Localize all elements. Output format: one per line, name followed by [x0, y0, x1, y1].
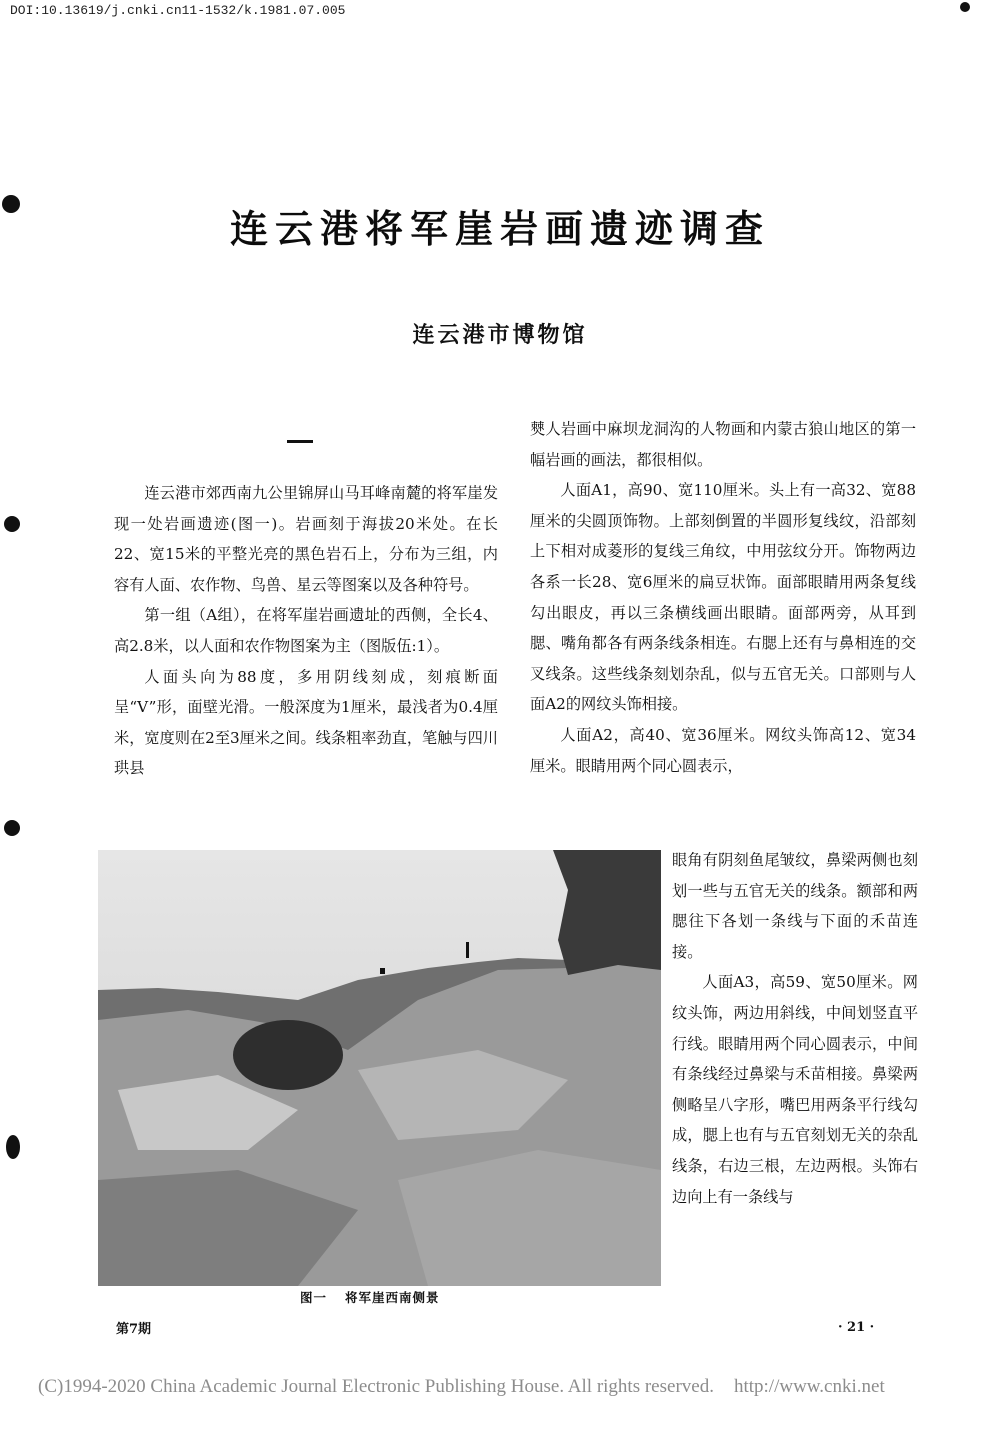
page-number: · 21 · [838, 1320, 875, 1335]
issue-number: 第7期 [116, 1322, 152, 1337]
person [380, 968, 385, 974]
paragraph: 人面A2，高40、宽36厘米。网纹头饰高12、宽34厘米。眼睛用两个同心圆表示， [530, 725, 916, 775]
paragraph: 僰人岩画中麻坝龙洞沟的人物画和内蒙古狼山地区的第一幅岩画的画法，都很相似。 [530, 420, 916, 469]
figure-caption-text: 将军崖西南侧景 [345, 1290, 440, 1305]
figure-label: 图一 [300, 1290, 328, 1305]
copyright-url: http://www.cnki.net [733, 1376, 885, 1397]
paragraph: 人面头向为88度，多用阴线刻成，刻痕断面呈“V”形，面壁光滑。一般深度为1厘米，最浅者为0.4厘米，宽度则在2至3厘米之间。线条粗率劲直，笔触与四川珙县 [114, 667, 498, 778]
figure-photo [98, 850, 661, 1286]
scan-speck [4, 516, 20, 532]
shrub [233, 1020, 343, 1090]
right-column-top [530, 414, 916, 781]
paragraph: 人面A1，高90、宽110厘米。头上有一高32、宽88厘米的尖圆顶饰物。上部刻倒置的半圆形复线纹，沿部刻上下相对成菱形的复线三角纹，中用弦纹分开。饰物两边各系一长28、宽6厘米的扁豆状饰。面部眼睛用两条复线勾出眼皮，再以三条横线画出眼睛。面部两旁，从耳到腮、嘴角都各有两条线条相连。右腮上还有与鼻相连的交叉线条。这些线条刻划杂乱，似与五官无关。口部则与人面A2的网纹头饰相接。 [530, 481, 916, 714]
figure-caption [300, 1288, 458, 1306]
scan-speck [960, 2, 970, 12]
scan-speck [4, 820, 20, 836]
paragraph: 人面A3，高59、宽50厘米。网纹头饰，两边用斜线，中间划竖直平行线。眼睛用两个同心圆表示，中间有条线经过鼻梁与禾苗相接。鼻梁两侧略呈八字形，嘴巴用两条平行线勾成，腮上也有与五官刻划无关的杂乱线条，右边三根，左边两根。头饰右边向上有一条线与 [672, 973, 918, 1206]
left-column [114, 478, 498, 784]
right-column-bottom [672, 845, 918, 1212]
paragraph: 第一组（A组），在将军崖岩画遗址的西侧，全长4、高2.8米，以人面和农作物图案为主（图版伍:1）。 [114, 606, 498, 655]
article-author: 连云港市博物馆 [412, 322, 588, 348]
paragraph: 眼角有阴刻鱼尾皱纹，鼻梁两侧也刻划一些与五官无关的线条。额部和两腮往下各划一条线与下面的禾苗连接。 [672, 851, 918, 961]
doi-header: DOI:10.13619/j.cnki.cn11-1532/k.1981.07.005 [10, 3, 346, 18]
rock-outcrop [553, 850, 661, 975]
copyright-text: (C)1994-2020 China Academic Journal Electronic Publishing House. All rights reserved. [38, 1376, 714, 1397]
person [466, 942, 469, 958]
landscape-photo [98, 850, 661, 1286]
section-number [287, 440, 313, 443]
article-title: 连云港将军崖岩画遗迹调查 [229, 206, 770, 251]
copyright-line [38, 1376, 885, 1398]
paragraph: 连云港市郊西南九公里锦屏山马耳峰南麓的将军崖发现一处岩画遗迹(图一)。岩画刻于海拔20米处。在长22、宽15米的平整光亮的黑色岩石上，分布为三组，内容有人面、农作物、鸟兽、星云等图案以及各种符号。 [114, 484, 498, 594]
scan-speck [6, 1135, 20, 1159]
